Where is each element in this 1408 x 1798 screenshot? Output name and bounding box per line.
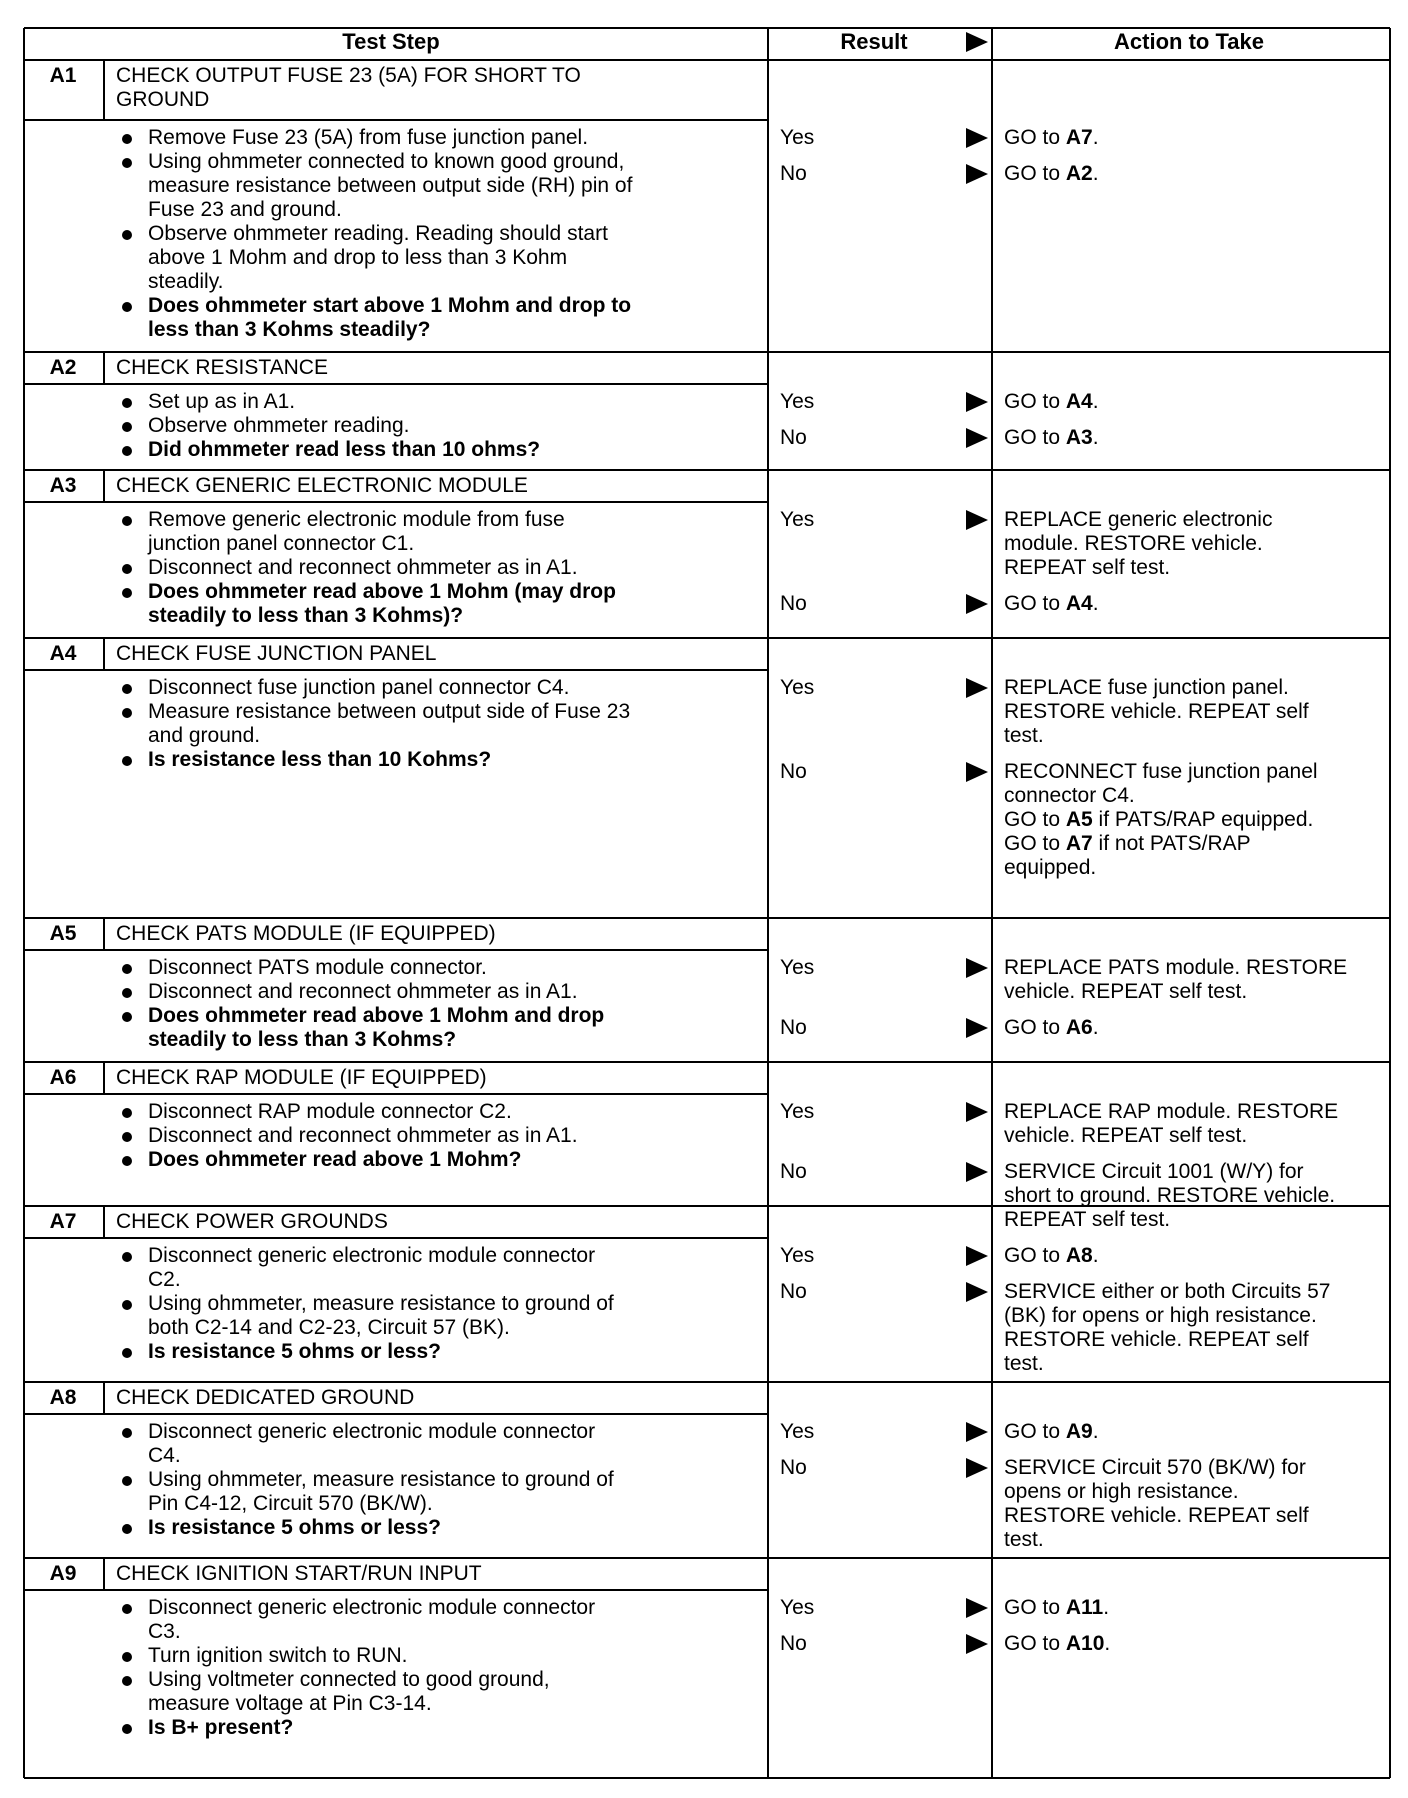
action-fragment: vehicle. REPEAT self test. (1004, 1124, 1248, 1147)
action-line (1004, 592, 1099, 616)
instruction-line: Does ohmmeter start above 1 Mohm and drop to (148, 294, 632, 317)
header-action: Action to Take (1114, 29, 1264, 54)
step-title-line: CHECK IGNITION START/RUN INPUT (116, 1562, 482, 1585)
bullet-icon (122, 756, 132, 766)
result-arrow-icon (966, 1634, 988, 1654)
action-fragment: RECONNECT fuse junction panel (1004, 760, 1318, 783)
bullet-icon (122, 1676, 132, 1686)
action-line (1004, 832, 1318, 856)
step-id: A4 (49, 642, 77, 665)
action-line (1004, 1480, 1309, 1504)
instruction-line: steadily to less than 3 Kohms? (148, 1028, 457, 1051)
action-line (1004, 1280, 1330, 1304)
bullet-icon (122, 422, 132, 432)
step-instruction (148, 748, 491, 772)
result-arrow-icon (966, 128, 988, 148)
step-title (116, 474, 528, 498)
action-fragment: (BK) for opens or high resistance. (1004, 1304, 1317, 1327)
bullet-icon (122, 1132, 132, 1142)
action-line (1004, 1100, 1338, 1124)
action-fragment: GO to (1004, 832, 1066, 855)
result-label: No (780, 1016, 807, 1039)
action-line (1004, 1420, 1099, 1444)
action-text (1004, 1160, 1335, 1232)
action-fragment: GO to (1004, 1632, 1066, 1655)
action-step-ref: A9 (1065, 1420, 1093, 1443)
step-title (116, 642, 437, 666)
result-label: No (780, 1280, 807, 1303)
instruction-line: Disconnect and reconnect ohmmeter as in A1. (148, 1124, 578, 1147)
action-fragment: . (1092, 1420, 1099, 1443)
action-text (1004, 162, 1099, 186)
bullet-icon (122, 1604, 132, 1614)
step-instruction (148, 1420, 595, 1468)
action-line (1004, 1328, 1330, 1352)
instruction-line: junction panel connector C1. (148, 532, 415, 555)
action-fragment: . (1092, 1244, 1099, 1267)
header-test-step: Test Step (342, 29, 440, 54)
instruction-line: Using ohmmeter, measure resistance to ground of (148, 1292, 614, 1315)
action-fragment: equipped. (1004, 856, 1097, 879)
result-label: Yes (780, 676, 815, 699)
action-text (1004, 1100, 1338, 1148)
instruction-line: Disconnect RAP module connector C2. (148, 1100, 512, 1123)
action-fragment: test. (1004, 724, 1044, 747)
result-arrow-icon (966, 678, 988, 698)
step-id: A2 (49, 356, 77, 379)
instruction-line: Is resistance less than 10 Kohms? (148, 748, 492, 771)
action-fragment: . (1092, 162, 1099, 185)
result-arrow-icon (966, 762, 988, 782)
instruction-line: Observe ohmmeter reading. (148, 414, 410, 437)
bullet-icon (122, 302, 132, 312)
bullet-icon (122, 1012, 132, 1022)
action-fragment: RESTORE vehicle. REPEAT self (1004, 700, 1309, 723)
instruction-line: C2. (148, 1268, 181, 1291)
action-line (1004, 1456, 1309, 1480)
instruction-line: measure resistance between output side (RH) pin of (148, 174, 633, 197)
action-fragment: REPLACE fuse junction panel. (1004, 676, 1289, 699)
step-title-line: CHECK RESISTANCE (116, 356, 328, 379)
bullet-icon (122, 516, 132, 526)
action-text (1004, 390, 1099, 414)
action-fragment: . (1092, 592, 1099, 615)
instruction-line: Fuse 23 and ground. (148, 198, 342, 221)
step-instruction (148, 126, 588, 150)
step-title (116, 1210, 388, 1234)
action-fragment: GO to (1004, 1596, 1066, 1619)
result-label: No (780, 426, 807, 449)
instruction-line: steadily to less than 3 Kohms)? (148, 604, 464, 627)
action-line (1004, 808, 1318, 832)
action-text (1004, 1280, 1330, 1376)
action-line (1004, 126, 1099, 150)
result-arrow-icon (966, 594, 988, 614)
instruction-line: Disconnect fuse junction panel connector C4. (148, 676, 570, 699)
result-arrow-icon (966, 1018, 988, 1038)
action-fragment: GO to (1004, 592, 1066, 615)
instruction-line: Disconnect PATS module connector. (148, 956, 487, 979)
instruction-line: Does ohmmeter read above 1 Mohm (may drop (148, 580, 616, 603)
bullet-icon (122, 708, 132, 718)
action-step-ref: A6 (1065, 1016, 1093, 1039)
action-fragment: REPEAT self test. (1004, 1208, 1171, 1231)
step-instruction (148, 1668, 550, 1716)
instruction-line: less than 3 Kohms steadily? (148, 318, 431, 341)
instruction-line: Pin C4-12, Circuit 570 (BK/W). (148, 1492, 433, 1515)
step-instruction (148, 676, 569, 700)
action-fragment: opens or high resistance. (1004, 1480, 1239, 1503)
action-fragment: REPLACE PATS module. RESTORE (1004, 956, 1348, 979)
action-line (1004, 1504, 1309, 1528)
bullet-icon (122, 1652, 132, 1662)
action-text (1004, 956, 1347, 1004)
action-line (1004, 784, 1318, 808)
step-instruction (148, 294, 631, 342)
action-fragment: test. (1004, 1352, 1044, 1375)
action-text (1004, 676, 1309, 748)
result-label: No (780, 162, 807, 185)
step-instruction (148, 956, 487, 980)
action-line (1004, 162, 1099, 186)
step-title (116, 1562, 482, 1586)
action-step-ref: A4 (1065, 592, 1093, 615)
bullet-icon (122, 964, 132, 974)
action-fragment: . (1104, 1632, 1111, 1655)
action-line (1004, 1632, 1110, 1656)
diagnostic-table (24, 28, 1390, 1778)
instruction-line: Is resistance 5 ohms or less? (148, 1516, 441, 1539)
result-arrow-icon (966, 1102, 988, 1122)
action-text (1004, 1016, 1099, 1040)
instruction-line: Remove Fuse 23 (5A) from fuse junction panel. (148, 126, 589, 149)
action-line (1004, 1304, 1330, 1328)
action-fragment: if not PATS/RAP (1092, 832, 1251, 855)
action-line (1004, 676, 1309, 700)
instruction-line: Set up as in A1. (148, 390, 296, 413)
action-line (1004, 1184, 1335, 1208)
action-text (1004, 1456, 1309, 1552)
action-fragment: GO to (1004, 426, 1066, 449)
action-step-ref: A11 (1065, 1596, 1104, 1619)
step-instruction (148, 1596, 595, 1644)
instruction-line: measure voltage at Pin C3-14. (148, 1692, 432, 1715)
action-line (1004, 1124, 1338, 1148)
action-line (1004, 1352, 1330, 1376)
bullet-icon (122, 1524, 132, 1534)
action-fragment: GO to (1004, 162, 1066, 185)
result-label: Yes (780, 508, 815, 531)
action-line (1004, 1208, 1335, 1232)
step-id: A1 (49, 64, 77, 87)
step-instruction (148, 580, 616, 628)
action-text (1004, 126, 1099, 150)
instruction-line: Observe ohmmeter reading. Reading should start (148, 222, 608, 245)
result-arrow-icon (966, 1246, 988, 1266)
action-line (1004, 700, 1309, 724)
step-title (116, 1066, 487, 1090)
step-id: A7 (49, 1210, 77, 1233)
action-step-ref: A4 (1065, 390, 1093, 413)
action-fragment: RESTORE vehicle. REPEAT self (1004, 1328, 1309, 1351)
action-fragment: GO to (1004, 1016, 1066, 1039)
action-fragment: SERVICE either or both Circuits 57 (1004, 1280, 1331, 1303)
action-step-ref: A7 (1065, 832, 1093, 855)
action-step-ref: A3 (1065, 426, 1093, 449)
step-instruction (148, 1004, 604, 1052)
bullet-icon (122, 134, 132, 144)
step-instruction (148, 508, 565, 556)
result-label: No (780, 1632, 807, 1655)
action-fragment: . (1103, 1596, 1110, 1619)
result-label: Yes (780, 1420, 815, 1443)
instruction-line: Measure resistance between output side of Fuse 23 (148, 700, 631, 723)
action-fragment: RESTORE vehicle. REPEAT self (1004, 1504, 1309, 1527)
result-label: Yes (780, 1244, 815, 1267)
step-title-line: CHECK OUTPUT FUSE 23 (5A) FOR SHORT TO (116, 64, 581, 87)
instruction-line: Disconnect generic electronic module connector (148, 1596, 596, 1619)
action-line (1004, 1528, 1309, 1552)
action-fragment: vehicle. REPEAT self test. (1004, 980, 1248, 1003)
result-arrow-icon (966, 510, 988, 530)
bullet-icon (122, 1156, 132, 1166)
result-arrow-icon (966, 1458, 988, 1478)
action-fragment: GO to (1004, 1420, 1066, 1443)
step-instruction (148, 1516, 441, 1540)
action-fragment: . (1092, 426, 1099, 449)
action-fragment: GO to (1004, 808, 1066, 831)
step-title (116, 64, 581, 112)
step-title-line: CHECK POWER GROUNDS (116, 1210, 388, 1233)
result-label: No (780, 760, 807, 783)
step-instruction (148, 1124, 578, 1148)
instruction-line: C3. (148, 1620, 181, 1643)
bullet-icon (122, 1300, 132, 1310)
bullet-icon (122, 1252, 132, 1262)
instruction-line: Disconnect generic electronic module connector (148, 1420, 596, 1443)
bullet-icon (122, 446, 132, 456)
bullet-icon (122, 588, 132, 598)
action-fragment: . (1092, 1016, 1099, 1039)
result-label: No (780, 1456, 807, 1479)
action-fragment: GO to (1004, 390, 1066, 413)
step-instruction (148, 438, 540, 462)
action-fragment: REPEAT self test. (1004, 556, 1171, 579)
action-fragment: . (1092, 126, 1099, 149)
action-fragment: short to ground. RESTORE vehicle. (1004, 1184, 1336, 1207)
result-arrow-icon (966, 164, 988, 184)
instruction-line: Disconnect generic electronic module connector (148, 1244, 596, 1267)
step-title-line: CHECK RAP MODULE (IF EQUIPPED) (116, 1066, 487, 1089)
result-label: Yes (780, 390, 815, 413)
action-line (1004, 426, 1099, 450)
step-id: A9 (49, 1562, 77, 1585)
step-instruction (148, 150, 632, 222)
step-instruction (148, 1100, 512, 1124)
action-text (1004, 760, 1318, 880)
instruction-line: C4. (148, 1444, 181, 1467)
instruction-line: Did ohmmeter read less than 10 ohms? (148, 438, 541, 461)
action-fragment: REPLACE generic electronic (1004, 508, 1273, 531)
instruction-line: Is B+ present? (148, 1716, 294, 1739)
step-instruction (148, 700, 630, 748)
action-step-ref: A8 (1065, 1244, 1093, 1267)
action-text (1004, 426, 1099, 450)
action-fragment: GO to (1004, 1244, 1066, 1267)
step-instruction (148, 1292, 614, 1340)
step-instruction (148, 980, 578, 1004)
action-fragment: SERVICE Circuit 1001 (W/Y) for (1004, 1160, 1304, 1183)
step-instruction (148, 1468, 614, 1516)
action-line (1004, 760, 1318, 784)
action-text (1004, 1596, 1109, 1620)
step-id: A3 (49, 474, 77, 497)
step-instruction (148, 222, 608, 294)
result-arrow-icon (966, 1598, 988, 1618)
bullet-icon (122, 1348, 132, 1358)
result-label: No (780, 592, 807, 615)
step-title-line: CHECK DEDICATED GROUND (116, 1386, 415, 1409)
step-instruction (148, 556, 578, 580)
result-arrow-icon (966, 1282, 988, 1302)
action-step-ref: A2 (1065, 162, 1093, 185)
step-instruction (148, 1148, 521, 1172)
instruction-line: both C2-14 and C2-23, Circuit 57 (BK). (148, 1316, 510, 1339)
bullet-icon (122, 988, 132, 998)
bullet-icon (122, 1476, 132, 1486)
result-arrow-icon (966, 1162, 988, 1182)
instruction-line: and ground. (148, 724, 261, 747)
result-label: Yes (780, 1596, 815, 1619)
action-step-ref: A7 (1065, 126, 1093, 149)
bullet-icon (122, 398, 132, 408)
step-title-line: CHECK PATS MODULE (IF EQUIPPED) (116, 922, 496, 945)
action-fragment: REPLACE RAP module. RESTORE (1004, 1100, 1339, 1123)
step-title (116, 1386, 414, 1410)
result-label: Yes (780, 1100, 815, 1123)
bullet-icon (122, 158, 132, 168)
action-fragment: connector C4. (1004, 784, 1135, 807)
result-arrow-icon (966, 392, 988, 412)
action-text (1004, 508, 1272, 580)
result-arrow-icon (966, 428, 988, 448)
action-line (1004, 1596, 1109, 1620)
action-text (1004, 1632, 1110, 1656)
bullet-icon (122, 230, 132, 240)
result-arrow-icon (966, 958, 988, 978)
action-line (1004, 956, 1347, 980)
step-title-line: CHECK GENERIC ELECTRONIC MODULE (116, 474, 528, 497)
action-line (1004, 532, 1272, 556)
result-label: Yes (780, 956, 815, 979)
step-instruction (148, 414, 409, 438)
result-label: No (780, 1160, 807, 1183)
step-instruction (148, 1244, 595, 1292)
instruction-line: Using ohmmeter connected to known good ground, (148, 150, 625, 173)
action-line (1004, 1016, 1099, 1040)
step-title (116, 922, 496, 946)
action-text (1004, 1244, 1099, 1268)
instruction-line: steadily. (148, 270, 224, 293)
step-title-line: CHECK FUSE JUNCTION PANEL (116, 642, 437, 665)
instruction-line: Remove generic electronic module from fuse (148, 508, 565, 531)
result-label: Yes (780, 126, 815, 149)
bullet-icon (122, 1108, 132, 1118)
action-fragment: GO to (1004, 126, 1066, 149)
bullet-icon (122, 1724, 132, 1734)
action-fragment: module. RESTORE vehicle. (1004, 532, 1263, 555)
action-line (1004, 390, 1099, 414)
instruction-line: Does ohmmeter read above 1 Mohm? (148, 1148, 522, 1171)
step-title-line: GROUND (116, 88, 210, 111)
instruction-line: Does ohmmeter read above 1 Mohm and drop (148, 1004, 605, 1027)
step-id: A5 (49, 922, 77, 945)
instruction-line: Turn ignition switch to RUN. (148, 1644, 408, 1667)
step-instruction (148, 1716, 293, 1740)
bullet-icon (122, 1428, 132, 1438)
action-line (1004, 980, 1347, 1004)
step-instruction (148, 1644, 407, 1668)
action-fragment: test. (1004, 1528, 1044, 1551)
step-title (116, 356, 328, 380)
result-arrow-icon (966, 1422, 988, 1442)
step-id: A6 (49, 1066, 77, 1089)
instruction-line: Is resistance 5 ohms or less? (148, 1340, 441, 1363)
action-step-ref: A5 (1065, 808, 1093, 831)
instruction-line: above 1 Mohm and drop to less than 3 Kohm (148, 246, 568, 269)
instruction-line: Using voltmeter connected to good ground, (148, 1668, 550, 1691)
action-line (1004, 724, 1309, 748)
action-line (1004, 556, 1272, 580)
step-id: A8 (49, 1386, 77, 1409)
action-fragment: . (1092, 390, 1099, 413)
header-result-arrow-icon (966, 32, 988, 52)
action-line (1004, 856, 1318, 880)
bullet-icon (122, 564, 132, 574)
action-text (1004, 1420, 1099, 1444)
instruction-line: Disconnect and reconnect ohmmeter as in A1. (148, 980, 578, 1003)
action-line (1004, 508, 1272, 532)
action-text (1004, 592, 1099, 616)
instruction-line: Disconnect and reconnect ohmmeter as in A1. (148, 556, 578, 579)
step-instruction (148, 390, 295, 414)
action-fragment: SERVICE Circuit 570 (BK/W) for (1004, 1456, 1306, 1479)
instruction-line: Using ohmmeter, measure resistance to ground of (148, 1468, 614, 1491)
action-step-ref: A10 (1065, 1632, 1105, 1655)
action-fragment: if PATS/RAP equipped. (1092, 808, 1314, 831)
action-line (1004, 1244, 1099, 1268)
action-line (1004, 1160, 1335, 1184)
bullet-icon (122, 684, 132, 694)
header-result: Result (840, 29, 908, 54)
step-instruction (148, 1340, 441, 1364)
